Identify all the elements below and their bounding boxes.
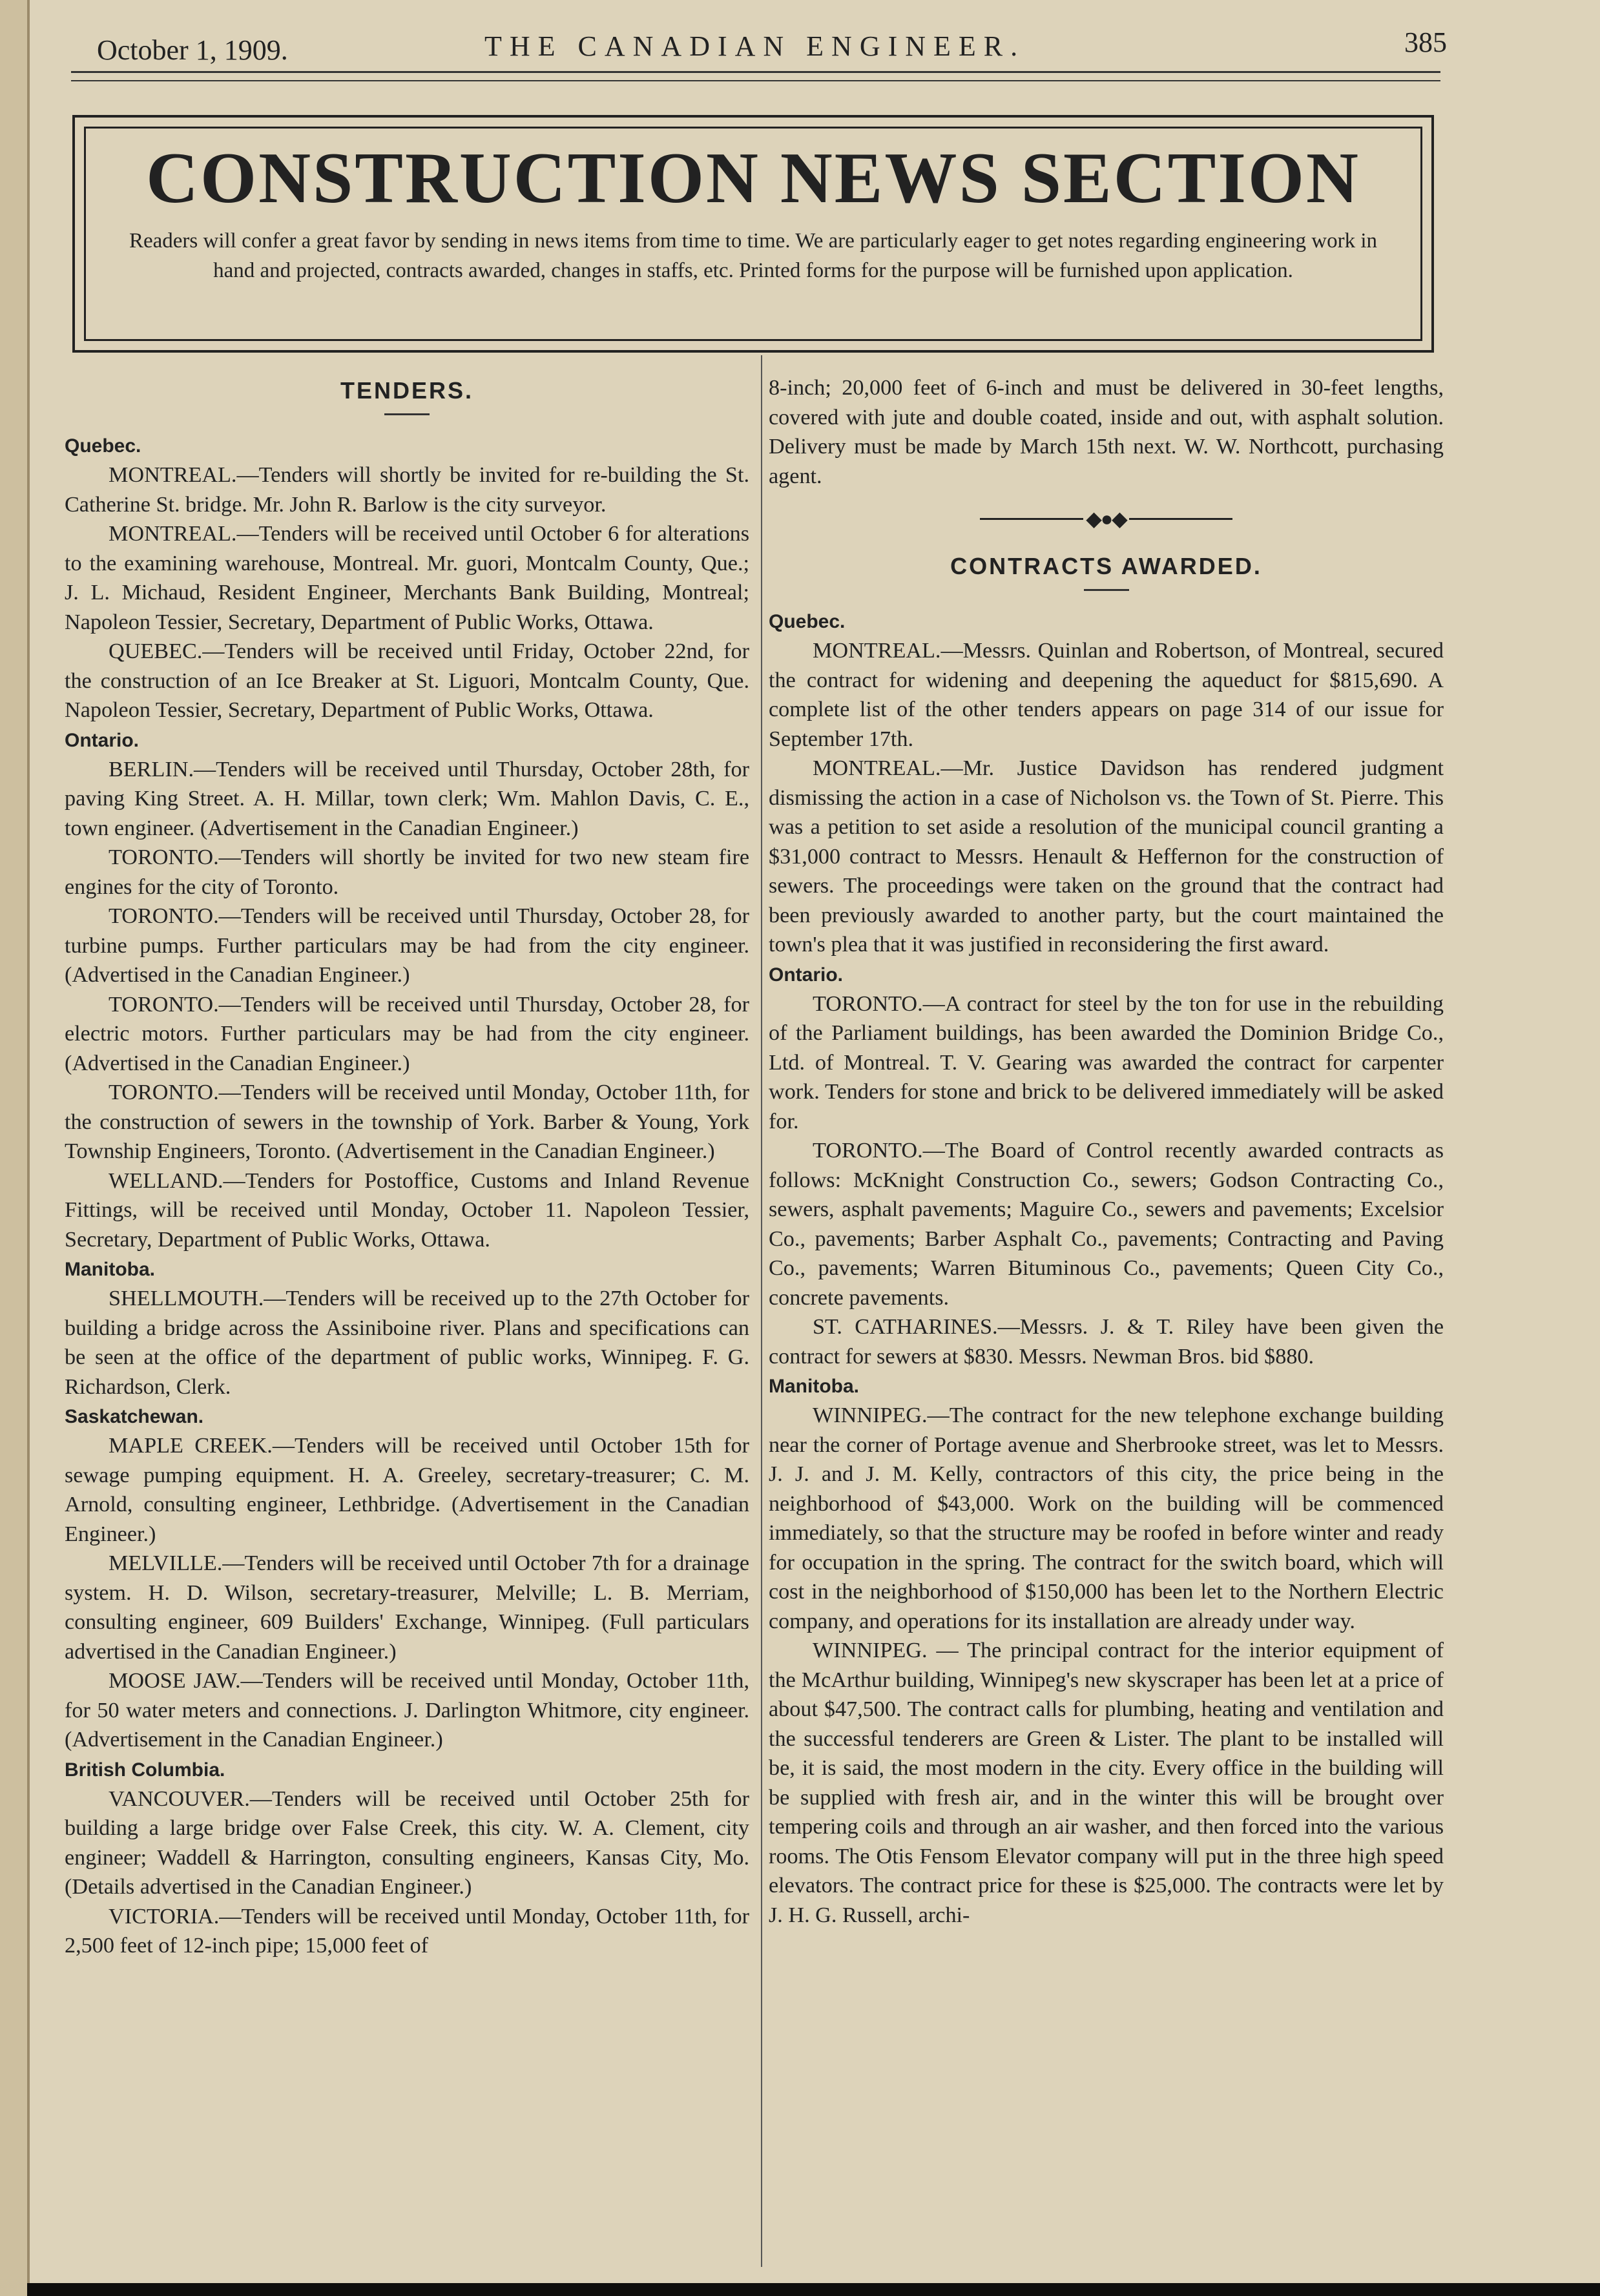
tender-item: MAPLE CREEK.—Tenders will be received until October 15th for sewage pumping equipment. H. A. Greeley, secretary-treasurer; C. M. Arnold, consulting engineer, Lethbridge. (Advertisement in the Canadian Engineer.) — [65, 1434, 749, 1546]
province-heading: Quebec. — [65, 435, 141, 457]
header-rule — [71, 71, 1440, 73]
contracts-awarded-heading: CONTRACTS AWARDED. — [950, 553, 1262, 580]
tender-item: VANCOUVER.—Tenders will be received until October 25th for building a large bridge over False Creek, this city. W. A. Clement, city engineer; Waddell & Harrington, consulting engineers, Kansas City, Mo. (Details advertised in the Canadian Engineer.) — [65, 1786, 749, 1899]
tender-item: SHELLMOUTH.—Tenders will be received up to the 27th October for building a bridge across the Assiniboine river. Plans and specifications can be seen at the office of the department of public works, Winnipeg. F. G. Richardson, Clerk. — [65, 1287, 749, 1399]
tender-item: MELVILLE.—Tenders will be received until October 7th for a drainage system. H. D. Wilson, secretary-treasurer, Melville; L. B. Merriam, consulting engineer, 609 Builders' Exchange, Winnipeg. (Full particulars advertised in the Canadian Engineer.) — [65, 1551, 749, 1664]
tender-item: WELLAND.—Tenders for Postoffice, Customs and Inland Revenue Fittings, will be received until Monday, October 11. Napoleon Tessier, Secretary, Department of Public Works, Ottawa. — [65, 1168, 749, 1252]
tender-item: TORONTO.—Tenders will shortly be invited for two new steam fire engines for the city of Toronto. — [65, 845, 749, 899]
header-date: October 1, 1909. — [97, 34, 288, 66]
contract-item: MONTREAL.—Mr. Justice Davidson has rendered judgment dismissing the action in a case of Nicholson vs. the Town of St. Pierre. This was a petition to set aside a resolution of the municipal council granting a $31,000 contract to Messrs. Henault & Heffernon for the construction of sewers. The proceedings were taken on the ground that the contract had been previously awarded to another party, but the court maintained the town's plea that it was justified in reconsidering the first award. — [769, 756, 1444, 957]
heading-rule — [384, 413, 430, 415]
page-number: 385 — [1404, 26, 1447, 58]
ornament-diamond-icon: ◆●◆ — [1086, 507, 1127, 531]
province-heading: Ontario. — [65, 729, 140, 751]
scan-bottom-edge — [27, 2283, 1600, 2296]
contract-item: ST. CATHARINES.—Messrs. J. & T. Riley have been given the contract for sewers at $830. Messrs. Newman Bros. bid $880. — [769, 1315, 1444, 1369]
column-divider — [761, 355, 762, 2267]
province-heading: Ontario. — [769, 964, 844, 986]
province-heading: Saskatchewan. — [65, 1406, 204, 1427]
tenders-heading: TENDERS. — [340, 377, 474, 404]
news-box-text: Readers will confer a great favor by sending in news items from time to time. We are particularly eager to get notes regarding engineering work in hand and projected, contracts awarded, changes in staffs, etc. Printed forms for the purpose will be furnished upon application. — [129, 229, 1378, 282]
ornament-rule-right — [1129, 518, 1232, 520]
tender-item: MONTREAL.—Tenders will be received until October 6 for alterations to the examining warehouse, Montreal. Mr. guori, Montcalm County, Que.; J. L. Michaud, Resident Engineer, Merchants Bank Building, Montreal; Napoleon Tessier, Secretary, Department of Public Works, Ottawa. — [65, 522, 749, 634]
province-heading: Manitoba. — [65, 1259, 155, 1280]
contract-item: TORONTO.—A contract for steel by the ton for use in the rebuilding of the Parliament buildings, has been awarded the Dominion Bridge Co., Ltd. of Montreal. T. V. Gearing was awarded the contract for carpenter work. Tenders for stone and brick to be delivered immediately will be asked for. — [769, 991, 1444, 1133]
province-heading: British Columbia. — [65, 1759, 225, 1781]
right-column — [769, 373, 1444, 1930]
ornament-rule-left — [980, 518, 1083, 520]
contract-item: MONTREAL.—Messrs. Quinlan and Robertson, of Montreal, secured the contract for widening and deepening the aqueduct for $815,690. A complete list of the other tenders appears on page 314 of our issue for September 17th. — [769, 639, 1444, 751]
tender-item: MOOSE JAW.—Tenders will be received until Monday, October 11th, for 50 water meters and connections. J. Darlington Whitmore, city engineer. (Advertisement in the Canadian Engineer.) — [65, 1669, 749, 1752]
left-column — [65, 375, 749, 1961]
tender-item: TORONTO.—Tenders will be received until Monday, October 11th, for the construction of sewers in the township of York. Barber & Young, York Township Engineers, Toronto. (Advertisement in the Canadian Engineer.) — [65, 1081, 749, 1163]
news-box-title: CONSTRUCTION NEWS SECTION — [146, 138, 1360, 218]
province-heading: Quebec. — [769, 611, 846, 633]
tender-item: BERLIN.—Tenders will be received until Thursday, October 28th, for paving King Street. A. H. Millar, town clerk; Wm. Mahlon Davis, C. E., town engineer. (Advertisement in the Canadian Engineer.) — [65, 757, 749, 840]
tender-item: VICTORIA.—Tenders will be received until Monday, October 11th, for 2,500 feet of 12-inch pipe; 15,000 feet of — [65, 1904, 749, 1958]
adjacent-page-edge — [0, 0, 30, 2296]
tender-item: QUEBEC.—Tenders will be received until Friday, October 22nd, for the construction of an Ice Breaker at St. Liguori, Montcalm County, Que. Napoleon Tessier, Secretary, Department of Public Works, Ottawa. — [65, 639, 749, 722]
section-ornament — [769, 507, 1444, 531]
heading-rule — [1084, 589, 1129, 591]
tender-item: TORONTO.—Tenders will be received until Thursday, October 28, for turbine pumps. Further particulars may be had from the city engineer. (Advertised in the Canadian Engineer.) — [65, 904, 749, 987]
tender-item: TORONTO.—Tenders will be received until Thursday, October 28, for electric motors. Further particulars may be had from the city engineer. (Advertised in the Canadian Engineer.) — [65, 992, 749, 1075]
province-heading: Manitoba. — [769, 1376, 859, 1398]
tender-item: MONTREAL.—Tenders will shortly be invited for re-building the St. Catherine St. bridge. Mr. John R. Barlow is the city surveyor. — [65, 463, 749, 517]
journal-title: THE CANADIAN ENGINEER. — [484, 30, 1026, 62]
page-header — [71, 26, 1447, 71]
continued-tender-text: 8-inch; 20,000 feet of 6-inch and must be delivered in 30-feet lengths, covered with jute and double coated, inside and out, with asphalt solution. Delivery must be made by March 15th next. W. W. Northcott, purchasing agent. — [769, 376, 1444, 488]
header-rule-double — [71, 80, 1440, 81]
contract-item: WINNIPEG. — The principal contract for the interior equipment of the McArthur building, Winnipeg's new skyscraper has been let at a price of about $47,500. The contract calls for plumbing, heating and ventilation and the successful tenderers are Green & Lister. The plant to be installed will be, it is said, the most modern in the city. Every office in the building will be supplied with fresh air, and in the winter this will be brought over tempering coils and through an air washer, and then forced into the various rooms. The Otis Fensom Elevator company will put in the three high speed elevators. The contract price for these is $25,000. The contracts were let by J. H. G. Russell, archi- — [769, 1639, 1444, 1927]
construction-news-box — [72, 115, 1434, 353]
contract-item: WINNIPEG.—The contract for the new telephone exchange building near the corner of Portage avenue and Sherbrooke street, was let to Messrs. J. J. and J. M. Kelly, contractors of this city, the price being in the neighborhood of $43,000. Work on the building will be commenced immediately, so that the structure may be roofed in before winter and ready for occupation in the spring. The contract for the switch board, which will cost in the neighborhood of $150,000 has been let to the Northern Electric company, and operations for its installation are already under way. — [769, 1403, 1444, 1633]
contract-item: TORONTO.—The Board of Control recently awarded contracts as follows: McKnight Construction Co., sewers; Godson Contracting Co., sewers, asphalt pavements; Maguire Co., sewers and pavements; Excelsior Co., pavements; Barber Asphalt Co., pavements; Contracting and Paving Co., pavements; Warren Bituminous Co., pavements; Queen City Co., concrete pavements. — [769, 1139, 1444, 1310]
